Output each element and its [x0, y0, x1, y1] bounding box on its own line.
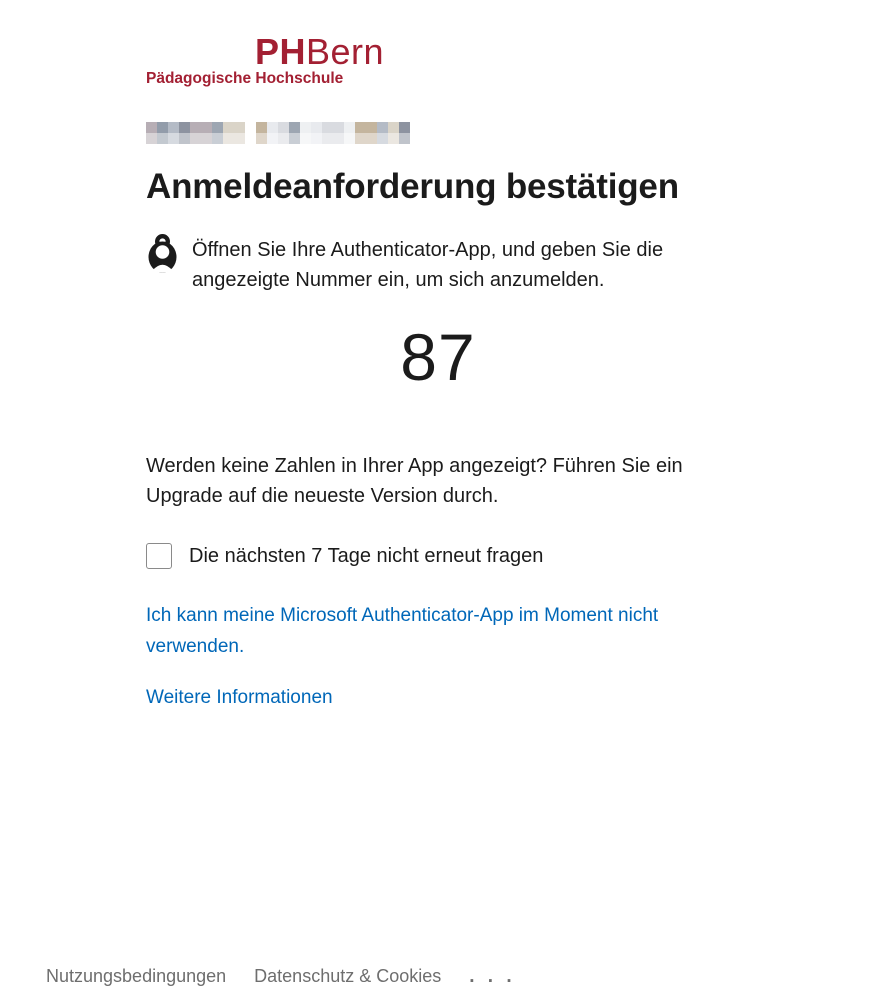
user-lock-icon: [146, 232, 179, 273]
more-information-link[interactable]: Weitere Informationen: [146, 687, 333, 708]
instruction-row: [146, 232, 721, 295]
logo-wordmark: [255, 33, 446, 71]
footer: [46, 966, 516, 987]
dont-ask-checkbox[interactable]: [146, 543, 172, 569]
logo-wordmark-ph: PH: [255, 31, 307, 72]
dont-ask-row: [146, 543, 543, 569]
cannot-use-app-link[interactable]: Ich kann meine Microsoft Authenticator-App im Moment nicht verwenden.: [146, 605, 659, 657]
page-title: Anmeldeanforderung bestätigen: [146, 167, 679, 206]
logo-subtitle: Pädagogische Hochschule: [146, 70, 344, 87]
footer-privacy-link[interactable]: Datenschutz & Cookies: [254, 966, 442, 986]
footer-terms-link[interactable]: Nutzungsbedingungen: [46, 966, 227, 986]
authenticator-code: 87: [400, 320, 476, 394]
dont-ask-checkbox-label[interactable]: Die nächsten 7 Tage nicht erneut fragen: [189, 545, 544, 567]
footer-more-button[interactable]: . . .: [469, 966, 516, 987]
redacted-user-identifier: [146, 122, 410, 144]
upgrade-hint-text: Werden keine Zahlen in Ihrer App angezeigt? Führen Sie ein Upgrade auf die neueste Version durch.: [146, 455, 683, 507]
phbern-logo: [146, 33, 446, 88]
instruction-text: Öffnen Sie Ihre Authenticator-App, und geben Sie die angezeigte Nummer ein, um sich anzumelden.: [192, 239, 664, 291]
logo-wordmark-bern: Bern: [306, 31, 385, 72]
